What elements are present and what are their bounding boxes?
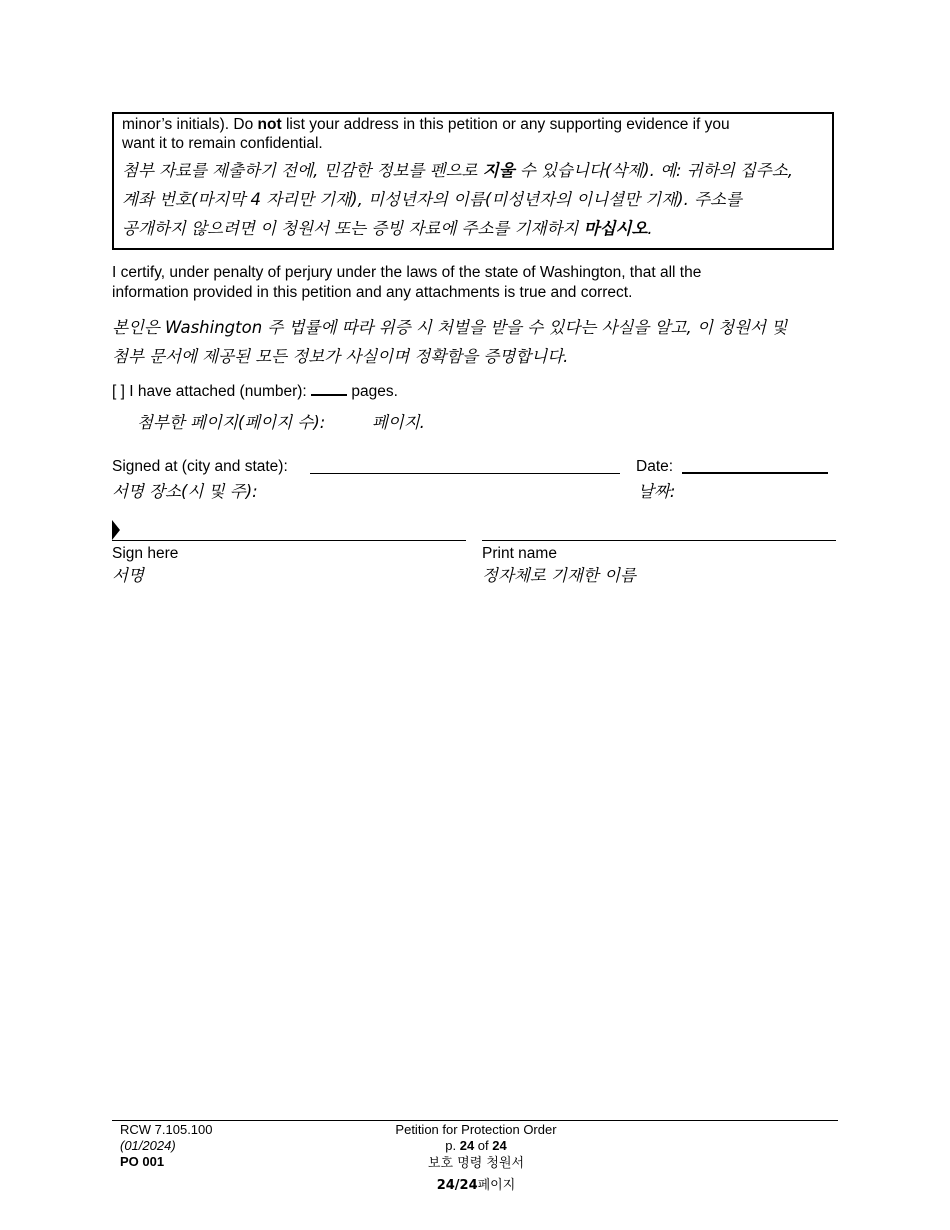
footer-title: Petition for Protection Order xyxy=(395,1122,557,1137)
attached-checkbox[interactable]: [ ] xyxy=(112,383,125,400)
sign-here-ko-label: 서명 xyxy=(112,566,144,585)
notice-ko-text: 첨부 자료를 제출하기 전에, 민감한 정보를 펜으로 xyxy=(122,161,483,180)
notice-ko-text: 수 있습니다(삭제). 예: 귀하의 집주소, xyxy=(514,161,793,180)
footer-left xyxy=(120,1122,213,1170)
attached-label: I have attached (number): xyxy=(129,383,307,400)
notice-ko-text: 계좌 번호(마지막 4 자리만 기재), 미성년자의 이름(미성년자의 이니셜만 기재). 주소를 xyxy=(122,190,742,209)
attached-ko-suffix: 페이지. xyxy=(371,413,425,432)
date-label: Date: xyxy=(636,458,674,475)
notice-ko-text: 공개하지 않으려면 이 청원서 또는 증빙 자료에 주소를 기재하지 xyxy=(122,219,584,238)
notice-korean xyxy=(122,156,832,243)
notice-text: list your address in this petition or any supporting evidence if you xyxy=(281,116,730,133)
certify-text: I certify, under penalty of perjury under the laws of the state of Washington, that all the xyxy=(112,264,702,281)
print-name-ko-label: 정자체로 기재한 이름 xyxy=(482,566,636,585)
notice-text: minor’s initials). Do xyxy=(122,116,258,133)
attached-suffix: pages. xyxy=(351,383,398,400)
footer-center xyxy=(326,1122,626,1194)
notice-ko-bold: 마십시오 xyxy=(583,219,648,238)
footer-form-id: PO 001 xyxy=(120,1154,165,1169)
signed-at-field[interactable] xyxy=(310,473,620,474)
attached-number-field[interactable] xyxy=(311,380,347,396)
signed-at-ko-label: 서명 장소(시 및 주): xyxy=(112,482,258,501)
attached-ko-row xyxy=(137,411,425,435)
notice-ko-text: . xyxy=(647,219,653,238)
certify-ko-text: 첨부 문서에 제공된 모든 정보가 사실이며 정확함을 증명합니다. xyxy=(112,347,569,366)
footer-date-code: (01/2024) xyxy=(120,1138,176,1153)
footer-rule xyxy=(112,1120,838,1121)
notice-english xyxy=(122,115,832,153)
date-ko-label: 날짜: xyxy=(638,482,676,501)
sign-here-arrow-icon xyxy=(112,520,122,540)
certify-ko-text: 본인은 Washington 주 법률에 따라 위증 시 처벌을 받을 수 있다는 사실을 알고, 이 청원서 및 xyxy=(112,318,788,337)
certify-text: information provided in this petition and any attachments is true and correct. xyxy=(112,284,633,301)
footer-rcw: RCW 7.105.100 xyxy=(120,1122,213,1137)
signature-field[interactable] xyxy=(112,540,466,541)
footer-ko-title: 보호 명령 청원서 xyxy=(427,1156,525,1171)
print-name-field[interactable] xyxy=(482,540,836,541)
date-field[interactable] xyxy=(682,472,828,474)
certify-english xyxy=(112,263,842,303)
notice-text: want it to remain confidential. xyxy=(122,135,323,152)
print-name-label: Print name xyxy=(482,545,557,562)
attached-ko-label: 첨부한 페이지(페이지 수): xyxy=(137,413,326,432)
footer-page: p. 24 of 24 xyxy=(445,1138,507,1153)
notice-ko-bold: 지울 xyxy=(482,161,515,180)
sign-here-label: Sign here xyxy=(112,545,179,562)
attached-row xyxy=(112,380,398,402)
footer-ko-page: 24/24페이지 xyxy=(436,1178,516,1193)
certify-korean xyxy=(112,313,842,371)
signed-at-label: Signed at (city and state): xyxy=(112,458,288,475)
notice-bold: not xyxy=(257,116,282,133)
